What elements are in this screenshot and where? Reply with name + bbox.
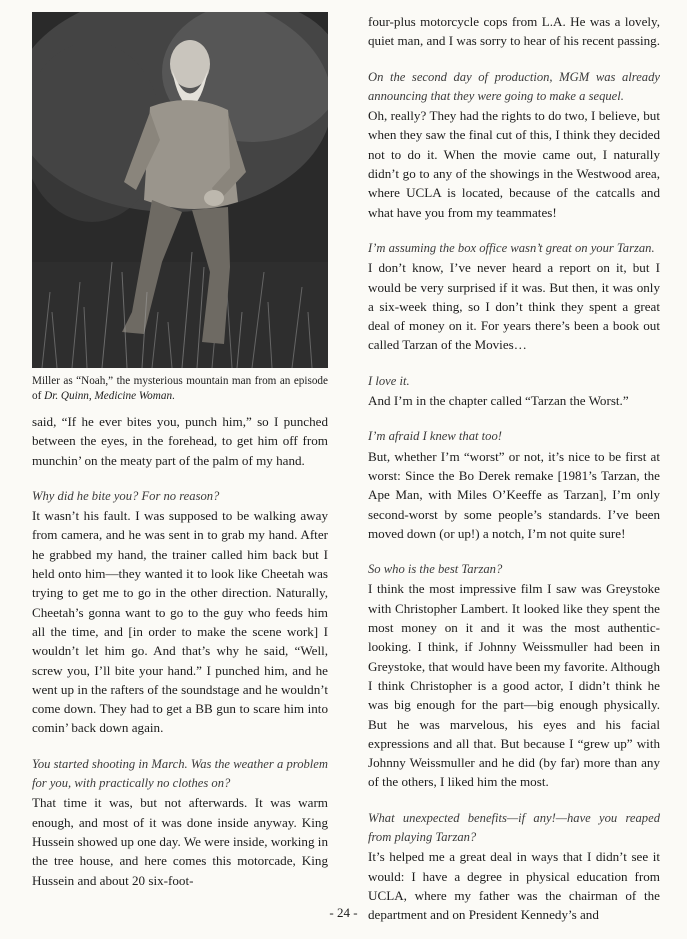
answer-paragraph: four-plus motorcycle cops from L.A. He was a lovely, quiet man, and I was sorry to hear of his recent passing. — [368, 14, 660, 49]
answer-paragraph: It wasn’t his fault. I was supposed to be walking away from camera, and he was sent in to grab my hand. After he grabbed my hand, the trainer called him back but I held onto him—they wanted it to look like Cheetah was trying to get me to go in the other direction. Naturally, Cheetah’s gonna want to go to the guy who feeds him all the time, and [in order to make the scene work] I wouldn’t let him go. And that’s why he said, “Well, screw you, I’ll bite your hand.” I punched him, and he went up in the rafters of the soundstage and he wouldn’t come down. They had to get a BB gun to scare him into comin’ back down again. — [32, 508, 328, 736]
photo-illustration — [32, 12, 328, 368]
page-number: - 24 - — [329, 905, 358, 920]
question-paragraph: I love it. — [368, 373, 410, 388]
right-column — [368, 12, 660, 924]
answer-paragraph: said, “If he ever bites you, punch him,” so I punched between the eyes, in the forehead, to get him off from munchin’ on the meaty part of the palm of my hand. — [32, 414, 328, 468]
answer-paragraph: But, whether I’m “worst” or not, it’s nice to be first at worst: Since the Bo Derek remake [1981’s Tarzan, the Ape Man, with Miles O’Keeffe as Tarzan], I’m only second-worst by some people’s standards. I’ve been moved down (or up!) a notch, I’m not quite sure! — [368, 448, 660, 541]
caption-text: Miller as “Noah,” the mysterious mountain man from an episode of — [32, 375, 328, 402]
photo-of-mountain-man — [32, 12, 328, 368]
answer-paragraph: Oh, really? They had the rights to do two, I believe, but when they saw the final cut of this, I think they decided not to do it. When the movie came out, I naturally didn’t go to any of the showings in the Westwood area, where UCLA is located, because of the catcalls and what have you from my teammates! — [368, 108, 660, 220]
question-paragraph: Why did he bite you? For no reason? — [32, 488, 220, 503]
question-paragraph: On the second day of production, MGM was already announcing that they were going to make a sequel. — [368, 69, 660, 103]
question-paragraph: So who is the best Tarzan? — [368, 562, 503, 577]
caption-text-end: . — [172, 390, 175, 402]
answer-paragraph: I don’t know, I’ve never heard a report on it, but I would be very surprised if it was. But then, it was only a six-week thing, so I don’t think they spent a great deal of money on it. For years there’s been a book out called Tarzan of the Movies… — [368, 260, 660, 353]
answer-paragraph: And I’m in the chapter called “Tarzan the Worst.” — [368, 393, 629, 409]
question-paragraph: You started shooting in March. Was the weather a problem for you, with practically no clothes on? — [32, 756, 328, 791]
question-paragraph: I’m afraid I knew that too! — [368, 429, 502, 444]
answer-paragraph: That time it was, but not afterwards. It was warm enough, and most of it was done inside anyway. King Hussein showed up one day. We were inside, working in the tree house, and here comes this motorcade, King Hussein and about 20 six-foot- — [32, 795, 328, 888]
answer-paragraph: It’s helped me a great deal in ways that I didn’t see it would: I have a degree in physical education from UCLA, where my father was the chairman of the department and on President Kennedy’s and — [368, 849, 660, 923]
question-paragraph: What unexpected benefits—if any!—have you reaped from playing Tarzan? — [368, 810, 660, 844]
photo-caption — [32, 374, 328, 404]
question-paragraph: I’m assuming the box office wasn’t great on your Tarzan. — [368, 240, 655, 255]
answer-paragraph: I think the most impressive film I saw was Greystoke with Christopher Lambert. It looked like they spent the most money on it and it was the most authentic-looking. I think, if Johnny Weissmuller had been in Greystoke, that would have been my favorite. Although I think Christopher is a good actor, I didn’t think he was big enough for the part—big enough physically. But he was marvelous, his eyes and his facial expressions and all that. But because I “grew up” with Johnny Weissmuller and he did (by far) more than any of the others, I liked him the most. — [368, 581, 660, 790]
left-column — [32, 12, 328, 890]
caption-show-title: Dr. Quinn, Medicine Woman — [44, 390, 173, 402]
